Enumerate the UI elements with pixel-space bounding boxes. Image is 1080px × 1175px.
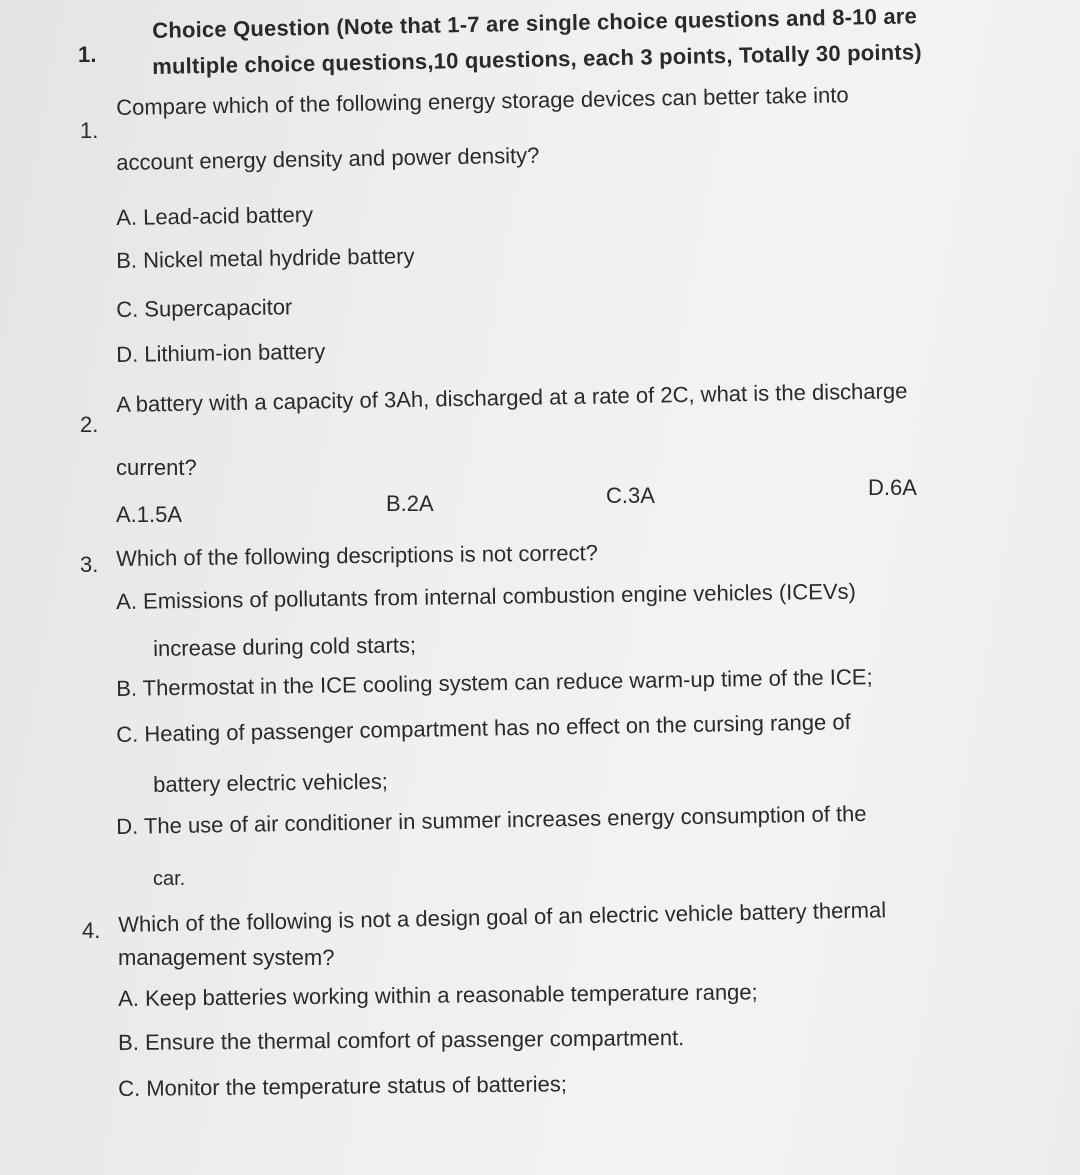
question-2-option-c: C.3A [606,483,655,508]
question-2-option-a: A.1.5A [116,502,183,527]
question-3-text-line-1: Which of the following descriptions is not correct? [116,540,599,571]
question-1-number: 1. [80,118,99,143]
section-heading-line-2: multiple choice questions,10 questions, each 3 points, Totally 30 points) [152,39,923,79]
question-1-option-a: A. Lead-acid battery [116,201,314,230]
question-3-option-d: D. The use of air conditioner in summer increases energy consumption of the [116,800,867,839]
question-3-option-c: C. Heating of passenger compartment has no effect on the cursing range of [116,709,851,747]
section-heading-line-1: Choice Question (Note that 1-7 are single choice questions and 8-10 are [152,3,918,43]
question-3-option-d-continued: car. [153,868,186,890]
question-3-option-c-continued: battery electric vehicles; [153,768,389,797]
question-1-text-line-2: account energy density and power density? [116,142,540,175]
question-3-option-a-continued: increase during cold starts; [153,632,417,661]
question-1-option-c: C. Supercapacitor [116,294,293,322]
question-4-option-c: C. Monitor the temperature status of batteries; [118,1071,568,1101]
question-2-option-d: D.6A [868,475,917,500]
question-1-option-d: D. Lithium-ion battery [116,338,326,367]
question-3-number: 3. [80,552,99,577]
section-number: 1. [78,42,97,67]
question-1-text-line-1: Compare which of the following energy storage devices can better take into [116,82,849,120]
question-2-number: 2. [80,412,99,437]
question-2-text-line-1: A battery with a capacity of 3Ah, discharged at a rate of 2C, what is the discharge [116,378,908,417]
question-4-text-line-1: Which of the following is not a design goal of an electric vehicle battery thermal [118,897,887,937]
question-4-option-b: B. Ensure the thermal comfort of passenger compartment. [118,1025,685,1055]
question-2-option-b: B.2A [386,491,434,516]
question-4-number: 4. [82,918,101,943]
question-2-text-line-2: current? [116,455,197,480]
question-4-text-line-2: management system? [118,945,335,970]
question-1-option-b: B. Nickel metal hydride battery [116,243,415,273]
question-4-option-a: A. Keep batteries working within a reasonable temperature range; [118,979,758,1011]
question-3-option-b: B. Thermostat in the ICE cooling system can reduce warm-up time of the ICE; [116,664,873,701]
question-3-option-a: A. Emissions of pollutants from internal combustion engine vehicles (ICEVs) [116,578,857,614]
